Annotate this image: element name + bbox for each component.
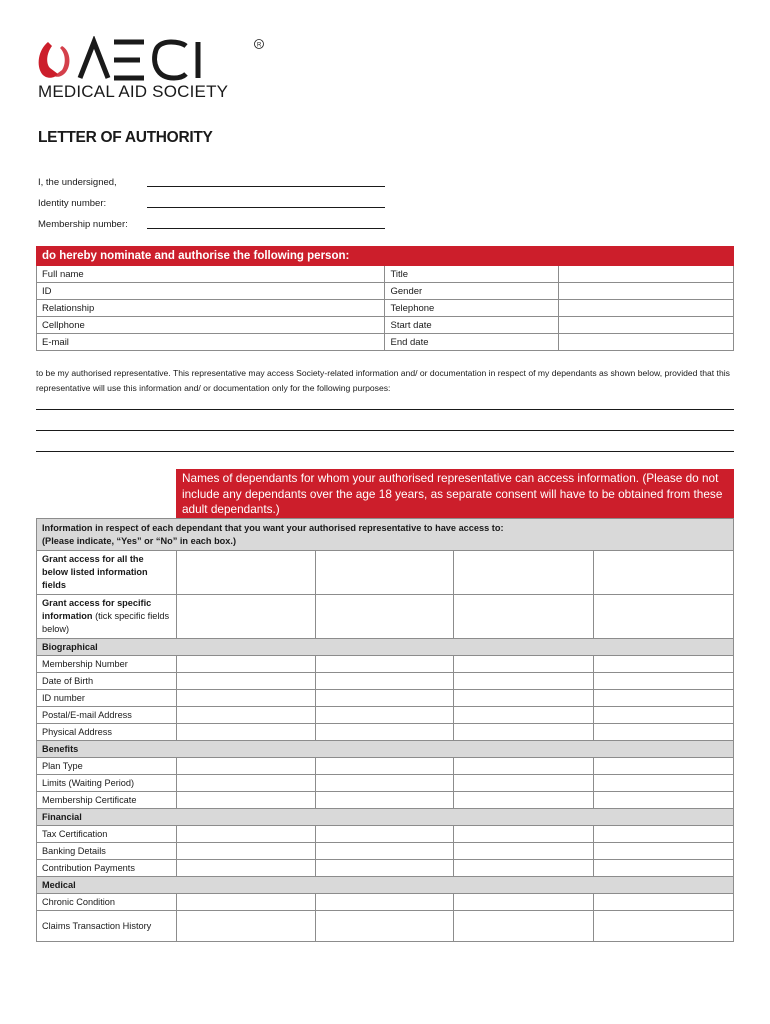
tick-cell[interactable]: [594, 690, 734, 707]
tick-cell[interactable]: [315, 792, 454, 809]
tick-cell[interactable]: [454, 860, 594, 877]
relationship-field[interactable]: Relationship: [37, 300, 385, 317]
grant-specific-note: (tick specific fields below): [42, 611, 170, 634]
section-medical: Medical: [37, 877, 734, 894]
tick-cell[interactable]: [454, 775, 594, 792]
dependant-1-grant-specific-cell[interactable]: [176, 595, 315, 639]
tick-cell[interactable]: [315, 911, 454, 942]
email-field[interactable]: E-mail: [37, 334, 385, 351]
table-row: [37, 690, 734, 707]
gender-label: Gender: [385, 283, 559, 300]
grant-all-label: Grant access for all the below listed information fields: [37, 551, 177, 595]
tick-cell[interactable]: [176, 656, 315, 673]
field-label: Membership Certificate: [37, 792, 177, 809]
title-label: Title: [385, 266, 559, 283]
grant-specific-bold: Grant access for specific information: [42, 598, 152, 621]
tick-cell[interactable]: [454, 894, 594, 911]
grant-specific-row: [37, 595, 734, 639]
section-row: [37, 877, 734, 894]
title-input[interactable]: [559, 266, 734, 283]
tick-cell[interactable]: [176, 724, 315, 741]
field-label: Tax Certification: [37, 826, 177, 843]
tick-cell[interactable]: [454, 656, 594, 673]
membership-number-label: Membership number:: [38, 219, 128, 230]
authorised-person-table: [36, 246, 734, 351]
table-row: [37, 724, 734, 741]
tick-cell[interactable]: [176, 894, 315, 911]
dependant-3-grant-all-cell[interactable]: [454, 551, 594, 595]
field-label: ID number: [37, 690, 177, 707]
tick-cell[interactable]: [315, 860, 454, 877]
field-label: Date of Birth: [37, 673, 177, 690]
purpose-input-line-1[interactable]: [36, 409, 734, 410]
field-label: Banking Details: [37, 843, 177, 860]
tick-cell[interactable]: [454, 707, 594, 724]
tick-cell[interactable]: [454, 673, 594, 690]
tick-cell[interactable]: [594, 826, 734, 843]
tick-cell[interactable]: [454, 758, 594, 775]
svg-text:R: R: [257, 42, 262, 49]
table-row: [37, 317, 734, 334]
tick-cell[interactable]: [176, 775, 315, 792]
section-financial: Financial: [37, 809, 734, 826]
tick-cell[interactable]: [176, 911, 315, 942]
identity-number-label: Identity number:: [38, 198, 107, 209]
field-label: Claims Transaction History: [37, 911, 177, 942]
undersigned-input-line[interactable]: [147, 186, 385, 187]
tick-cell[interactable]: [454, 690, 594, 707]
field-label: Postal/E-mail Address: [37, 707, 177, 724]
info-cell: [37, 519, 734, 551]
dependant-3-grant-specific-cell[interactable]: [454, 595, 594, 639]
tick-cell[interactable]: [315, 673, 454, 690]
tick-cell[interactable]: [594, 775, 734, 792]
authorised-person-heading: do hereby nominate and authorise the following person:: [37, 247, 734, 266]
table-row: [37, 673, 734, 690]
info-row: [37, 519, 734, 551]
telephone-label: Telephone: [385, 300, 559, 317]
tick-cell[interactable]: [454, 792, 594, 809]
tick-cell[interactable]: [315, 656, 454, 673]
section-row: [37, 741, 734, 758]
section-row: [37, 809, 734, 826]
tick-cell[interactable]: [315, 707, 454, 724]
page-title: LETTER OF AUTHORITY: [38, 129, 213, 146]
purpose-input-line-3[interactable]: [36, 451, 734, 452]
tick-cell[interactable]: [594, 843, 734, 860]
gender-input[interactable]: [559, 283, 734, 300]
grant-specific-label: [37, 595, 177, 639]
tick-cell[interactable]: [454, 843, 594, 860]
tick-cell[interactable]: [594, 707, 734, 724]
field-label: Plan Type: [37, 758, 177, 775]
end-date-input[interactable]: [559, 334, 734, 351]
purpose-input-line-2[interactable]: [36, 430, 734, 431]
tick-cell[interactable]: [315, 758, 454, 775]
section-benefits: Benefits: [37, 741, 734, 758]
grant-all-row: [37, 551, 734, 595]
table-row: [37, 334, 734, 351]
table-row: [37, 826, 734, 843]
table-row: [37, 843, 734, 860]
tick-cell[interactable]: [315, 690, 454, 707]
table-row: [37, 894, 734, 911]
tick-cell[interactable]: [594, 758, 734, 775]
tick-cell[interactable]: [594, 673, 734, 690]
section-row: [37, 639, 734, 656]
table-row: [37, 792, 734, 809]
field-label: Contribution Payments: [37, 860, 177, 877]
table-row: [37, 775, 734, 792]
table-row: [37, 266, 734, 283]
tick-cell[interactable]: [594, 656, 734, 673]
table-row: [37, 860, 734, 877]
table-row: [37, 758, 734, 775]
membership-number-input-line[interactable]: [147, 228, 385, 229]
tick-cell[interactable]: [594, 792, 734, 809]
tick-cell[interactable]: [176, 690, 315, 707]
dependants-heading: Names of dependants for whom your authorised representative can access information. (Please do not include any dependants over the age 18 years, as separate consent will have to be obtained from these adult dependants.): [176, 469, 734, 518]
tick-cell[interactable]: [315, 826, 454, 843]
table-row: [37, 300, 734, 317]
dependant-4-grant-all-cell[interactable]: [594, 551, 734, 595]
tick-cell[interactable]: [176, 843, 315, 860]
cellphone-field[interactable]: Cellphone: [37, 317, 385, 334]
tick-cell[interactable]: [176, 792, 315, 809]
dependant-1-grant-all-cell[interactable]: [176, 551, 315, 595]
authorised-person-heading-row: [37, 247, 734, 266]
start-date-input[interactable]: [559, 317, 734, 334]
dependant-2-grant-specific-cell[interactable]: [315, 595, 454, 639]
section-biographical: Biographical: [37, 639, 734, 656]
end-date-label: End date: [385, 334, 559, 351]
field-label: Limits (Waiting Period): [37, 775, 177, 792]
field-label: Membership Number: [37, 656, 177, 673]
tick-cell[interactable]: [594, 911, 734, 942]
tick-cell[interactable]: [454, 724, 594, 741]
aeci-wordmark: [80, 42, 198, 78]
tick-cell[interactable]: [176, 826, 315, 843]
purpose-paragraph: to be my authorised representative. This representative may access Society-related information and/ or documentation in respect of my dependants as shown below, provided that this representative will use this information and/ or documentation only for the following purposes:: [36, 368, 730, 393]
tick-cell[interactable]: [594, 894, 734, 911]
tick-cell[interactable]: [176, 758, 315, 775]
full-name-field[interactable]: Full name: [37, 266, 385, 283]
table-row: [37, 707, 734, 724]
tick-cell[interactable]: [594, 724, 734, 741]
id-field[interactable]: ID: [37, 283, 385, 300]
logo-subtitle: MEDICAL AID SOCIETY: [38, 82, 229, 101]
identity-number-input-line[interactable]: [147, 207, 385, 208]
info-line-1: Information in respect of each dependant that you want your authorised representative to have access to:: [42, 522, 504, 533]
tick-cell[interactable]: [176, 860, 315, 877]
tick-cell[interactable]: [176, 707, 315, 724]
tick-cell[interactable]: [454, 911, 594, 942]
tick-cell[interactable]: [315, 894, 454, 911]
field-label: Physical Address: [37, 724, 177, 741]
tick-cell[interactable]: [454, 826, 594, 843]
table-row: [37, 283, 734, 300]
dependant-2-grant-all-cell[interactable]: [315, 551, 454, 595]
tick-cell[interactable]: [176, 673, 315, 690]
dependant-4-grant-specific-cell[interactable]: [594, 595, 734, 639]
start-date-label: Start date: [385, 317, 559, 334]
field-label: Chronic Condition: [37, 894, 177, 911]
table-row: [37, 656, 734, 673]
telephone-input[interactable]: [559, 300, 734, 317]
undersigned-label: I, the undersigned,: [38, 177, 117, 188]
table-row: [37, 911, 734, 942]
dependants-access-table: [36, 518, 734, 942]
info-line-2: (Please indicate, “Yes” or “No” in each box.): [42, 535, 237, 546]
tick-cell[interactable]: [594, 860, 734, 877]
tick-cell[interactable]: [315, 724, 454, 741]
tick-cell[interactable]: [315, 775, 454, 792]
tick-cell[interactable]: [315, 843, 454, 860]
aeci-red-drop-mark: [39, 42, 70, 78]
